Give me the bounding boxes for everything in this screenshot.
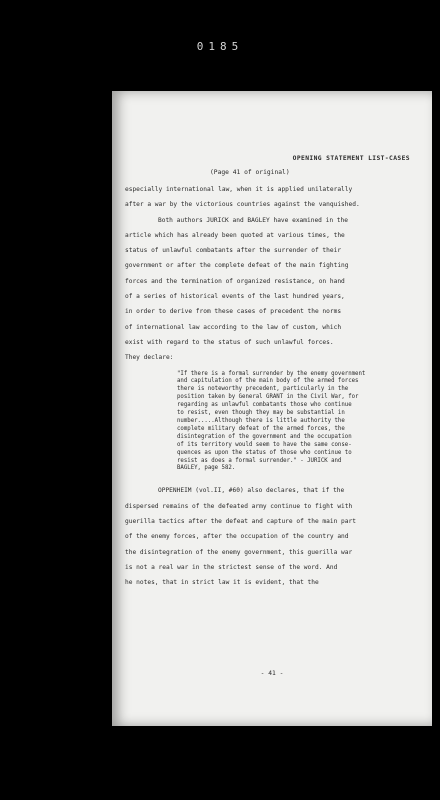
film-frame-number: 0185 [196,40,244,53]
text-line: dispersed remains of the defeated army continue to fight with [125,502,353,510]
text-line: article which has already been quoted at various times, the [125,231,345,239]
text-line: the disintegration of the enemy government, this guerilla war [125,548,353,556]
quote-line: there is noteworthy precedent, particularly in the [177,386,349,393]
quote-line: quences as upon the status of those who continue to [177,449,352,456]
text-line: Both authors JURICK and BAGLEY have examined in the [158,216,348,224]
text-line: government or after the complete defeat of the main fighting [125,262,349,270]
page-header: OPENING STATEMENT LIST-CASES [292,155,410,162]
text-line: especially international law, when it is applied unilaterally [125,186,353,193]
quote-line: regarding as unlawful combatants those who continue [177,402,352,409]
text-line: They declare: [125,354,174,362]
text-line: OPPENHEIM (vol.II, #60) also declares, that if the [158,487,345,495]
quote-line: number.....Although there is little authority the [177,418,345,424]
text-line: he notes, that in strict law it is evident, that the [125,579,319,587]
text-line: is not a real war in the strictest sense of the word. And [125,563,338,571]
page-number: - 41 - [260,670,284,677]
text-line: after a war by the victorious countries against the vanquished. [125,201,360,209]
text-line: of the enemy forces, after the occupation of the country and [125,533,349,541]
text-line: exist with regard to the status of such unlawful forces. [125,338,334,346]
quote-line: disintegration of the government and the occupation [177,433,352,440]
text-line: of a series of historical events of the last hundred years, [125,293,345,301]
text-line: status of unlawful combatants after the surrender of their [125,247,342,255]
text-line: guerilla tactics after the defeat and capture of the main part [125,517,356,525]
block-quote [177,371,423,474]
document-page [112,91,432,726]
quote-line: to resist, even though they may be substantial in [177,410,345,417]
quote-line: position taken by General GRANT in the Civil War, for [177,394,359,401]
page-of-original-note: (Page 41 of original) [210,169,290,176]
quote-line: of its territory would seem to have the same conse- [177,441,352,448]
document-body [125,182,423,590]
quote-line: "If there is a formal surrender by the enemy government [177,370,366,377]
quote-line: resist as does a formal surrender." - JURICK and [177,457,342,464]
text-line: in order to derive from these cases of precedent the norms [125,308,342,316]
text-line: forces and the termination of organized resistance, on hand [125,277,345,285]
quote-line: complete military defeat of the armed forces, the [177,425,345,432]
quote-line: and capitulation of the main body of the armed forces [177,378,359,385]
quote-line: BAGLEY, page 582. [177,465,236,472]
text-line: of international law according to the law of custom, which [125,323,342,331]
